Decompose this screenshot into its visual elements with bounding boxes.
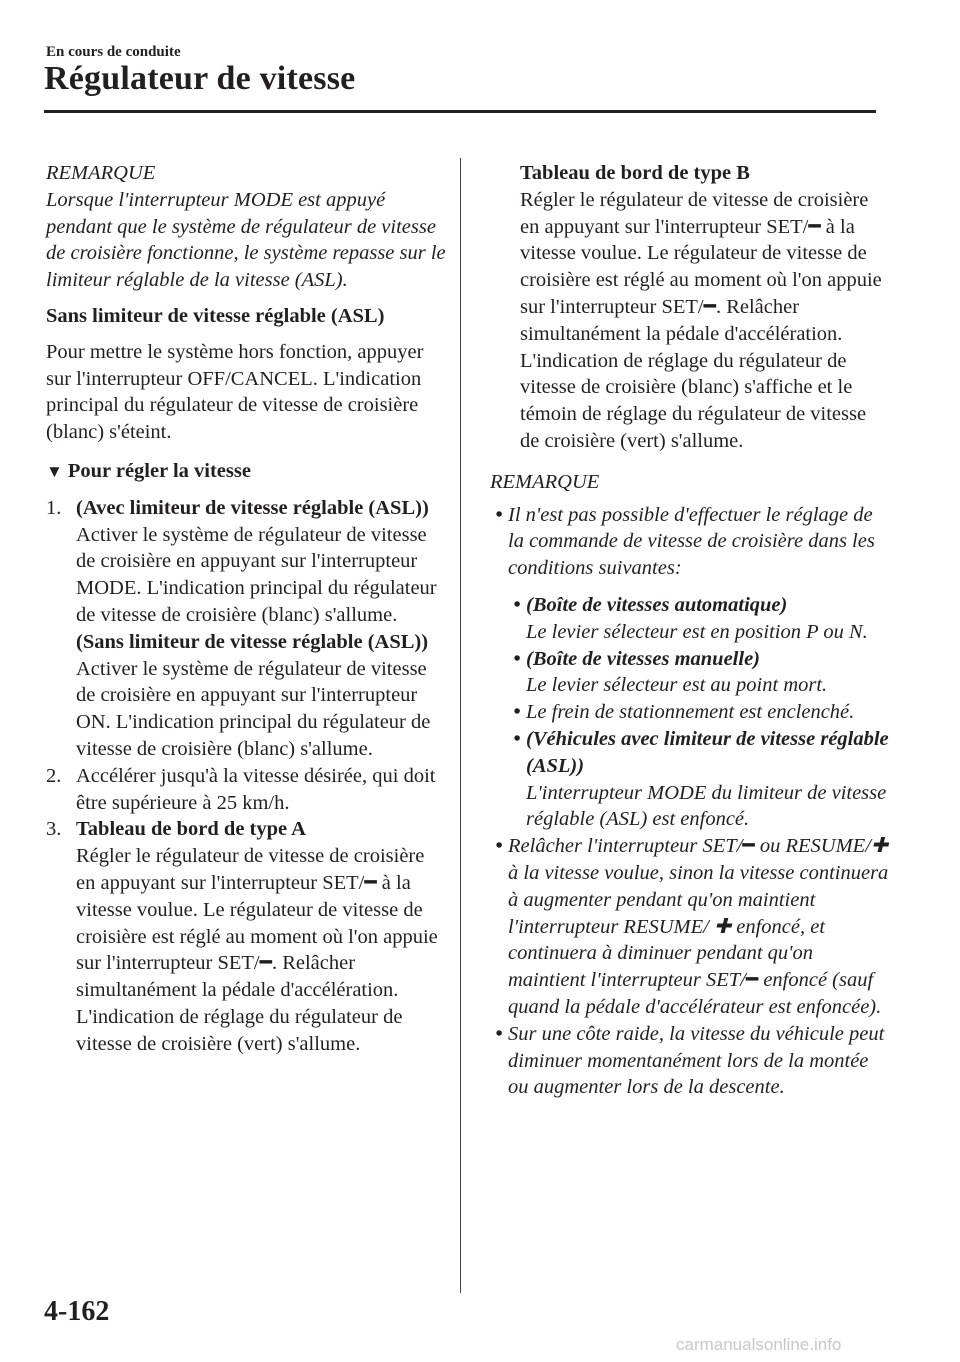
remarque-text: Lorsque l'interrupteur MODE est appuyé pendant que le système de régulateur de vitesse de croisière fonctionne, le système repasse sur le limiteur réglable de la vitesse (ASL). bbox=[46, 188, 446, 292]
section-label: En cours de conduite bbox=[46, 44, 181, 60]
type-b-text: Régler le régulateur de vitesse de croisière en appuyant sur l'interrupteur SET/━ à la vitesse voulue. Le régulateur de vitesse de croisière est réglé au moment où l'on appuie sur l'interrupteur SET/━. Relâcher simultanément la pédale d'accélération. L'indication de réglage du régulateur de vitesse de croisière (blanc) s'affiche et le témoin de réglage du régulateur de vitesse de croisière (vert) s'allume. bbox=[520, 188, 882, 452]
bullet-icon: • bbox=[513, 701, 521, 724]
bullet-icon: • bbox=[513, 647, 521, 670]
watermark: carmanualsonline.info bbox=[676, 1335, 842, 1354]
set-speed-heading-text: Pour régler la vitesse bbox=[67, 459, 251, 482]
bullet-item bbox=[490, 833, 890, 1021]
sub-bullet-text: L'interrupteur MODE du limiteur de vitesse réglable (ASL) est enfoncé. bbox=[526, 781, 887, 831]
step-2 bbox=[46, 763, 446, 817]
step-number: 3. bbox=[46, 818, 62, 841]
step-3-text: Régler le régulateur de vitesse de croisière en appuyant sur l'interrupteur SET/━ à la vitesse voulue. Le régulateur de vitesse de croisière est réglé au moment où l'on appuie sur l'interrupteur SET/━. Relâcher simultanément la pédale d'accélération. L'indication de réglage du régulateur de vitesse de croisière (vert) s'allume. bbox=[76, 845, 438, 1055]
sub-bullet-list bbox=[508, 592, 890, 833]
bullet-icon: • bbox=[495, 835, 503, 858]
column-divider bbox=[460, 158, 461, 1293]
step-1b-title: (Sans limiteur de vitesse réglable (ASL)) bbox=[76, 630, 429, 653]
sub-bullet-item bbox=[508, 726, 890, 833]
step-3 bbox=[46, 816, 446, 1057]
page-title: Régulateur de vitesse bbox=[44, 60, 356, 97]
step-2-text: Accélérer jusqu'à la vitesse désirée, qui doit être supérieure à 25 km/h. bbox=[76, 764, 436, 814]
sub-bullet-item bbox=[508, 646, 890, 700]
sub-bullet-item bbox=[508, 699, 890, 726]
step-number: 1. bbox=[46, 496, 62, 519]
bullet-text: Sur une côte raide, la vitesse du véhicule peut diminuer momentanément lors de la montée ou augmenter lors de la descente. bbox=[508, 1022, 885, 1099]
asl-text: Pour mettre le système hors fonction, appuyer sur l'interrupteur OFF/CANCEL. L'indication principal du régulateur de vitesse de croisière (blanc) s'éteint. bbox=[46, 340, 424, 444]
right-column bbox=[490, 160, 890, 1101]
triangle-down-icon: ▼ bbox=[46, 461, 63, 481]
page-number: 4-162 bbox=[44, 1296, 110, 1327]
bullet-icon: • bbox=[513, 727, 521, 750]
bullet-icon: • bbox=[495, 1022, 503, 1045]
step-1b-text: Activer le système de régulateur de vitesse de croisière en appuyant sur l'interrupteur ON. L'indication principal du régulateur de vitesse de croisière (blanc) s'allume. bbox=[76, 657, 431, 760]
bullet-text: Relâcher l'interrupteur SET/━ ou RESUME/✚ à la vitesse voulue, sinon la vitesse continuera à augmenter pendant qu'on maintient l'interrupteur RESUME/ ✚ enfoncé, et continuera à diminuer pendant qu'on maintient l'interrupteur SET/━ enfoncé (sauf quand la pédale d'accélérateur est enfoncée). bbox=[508, 835, 889, 1018]
title-rule bbox=[44, 110, 876, 113]
sub-bullet-text: Le levier sélecteur est en position P ou N. bbox=[526, 620, 868, 643]
sub-bullet-text: Le frein de stationnement est enclenché. bbox=[526, 701, 855, 724]
bullet-item bbox=[490, 1021, 890, 1101]
bullet-item bbox=[490, 502, 890, 582]
step-3-title: Tableau de bord de type A bbox=[76, 818, 306, 841]
bullet-icon: • bbox=[513, 593, 521, 616]
step-1 bbox=[46, 495, 446, 763]
sub-bullet-text: Le levier sélecteur est au point mort. bbox=[526, 674, 828, 697]
step-1a-title: (Avec limiteur de vitesse réglable (ASL)) bbox=[76, 496, 429, 519]
bullet-icon: • bbox=[495, 503, 503, 526]
sub-bullet-title: (Boîte de vitesses automatique) bbox=[526, 593, 788, 616]
remarque-title: REMARQUE bbox=[46, 162, 156, 184]
remarque-title: REMARQUE bbox=[490, 470, 600, 493]
bullet-text: Il n'est pas possible d'effectuer le réglage de la commande de vitesse de croisière dans les conditions suivantes: bbox=[508, 503, 875, 580]
left-column bbox=[46, 160, 446, 1058]
type-b-title: Tableau de bord de type B bbox=[520, 162, 750, 184]
sub-bullet-item bbox=[508, 592, 890, 646]
set-speed-heading bbox=[46, 458, 446, 486]
sub-bullet-title: (Boîte de vitesses manuelle) bbox=[526, 647, 760, 670]
step-1a-text: Activer le système de régulateur de vitesse de croisière en appuyant sur l'interrupteur MODE. L'indication principal du régulateur de vitesse de croisière (blanc) s'allume. bbox=[76, 523, 437, 626]
type-b-block bbox=[520, 160, 890, 455]
step-number: 2. bbox=[46, 764, 62, 787]
asl-heading: Sans limiteur de vitesse réglable (ASL) bbox=[46, 304, 385, 327]
sub-bullet-title: (Véhicules avec limiteur de vitesse réglable (ASL)) bbox=[526, 727, 889, 777]
